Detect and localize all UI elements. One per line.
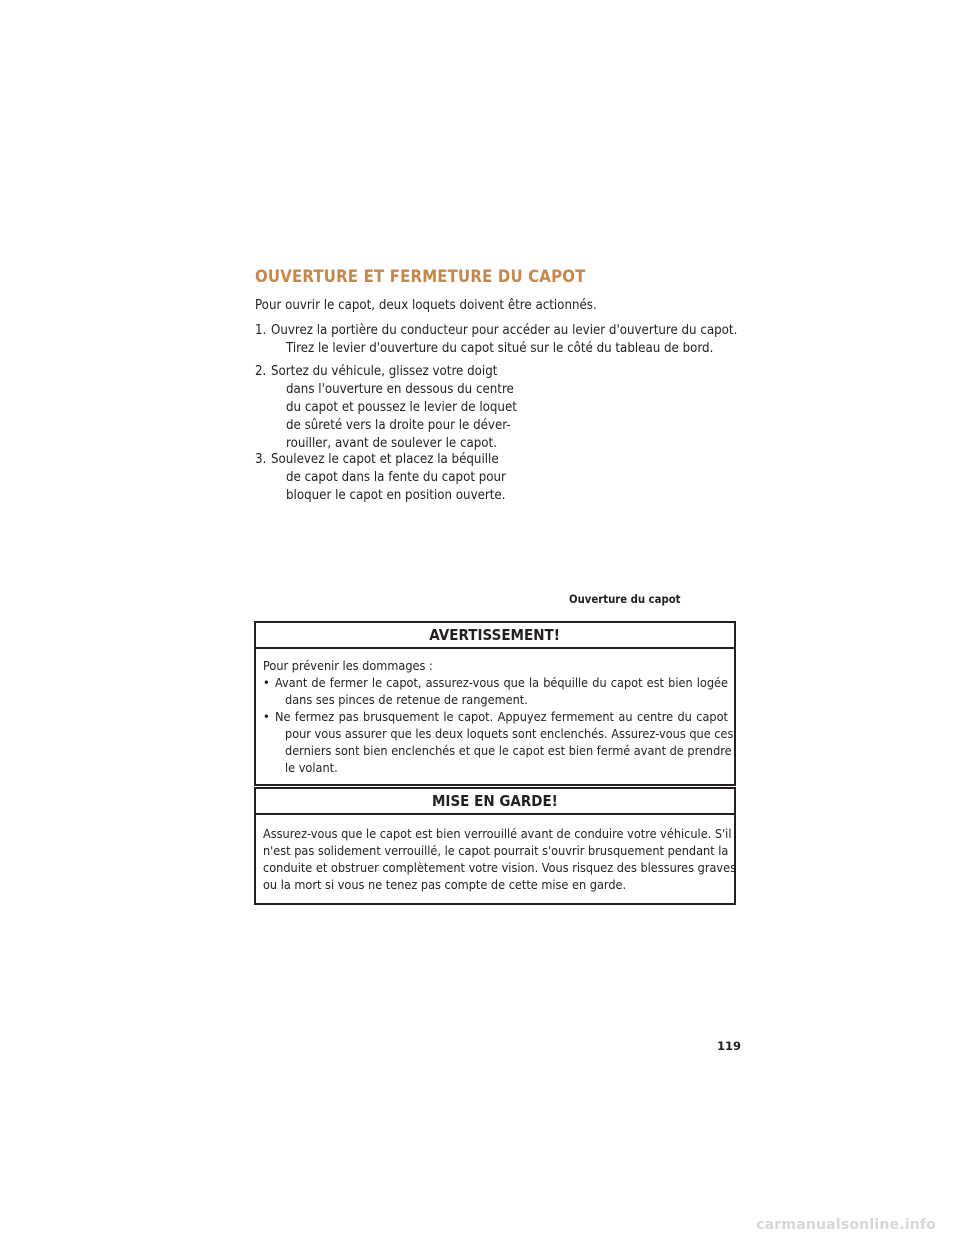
warning-intro: Pour prévenir les dommages : [263, 658, 433, 673]
warning-bullet [263, 708, 734, 776]
bullet-line: dans ses pinces de retenue de rangement. [285, 692, 528, 707]
step-line: dans l'ouverture en dessous du centre [286, 382, 514, 397]
bullet-line: le volant. [285, 760, 338, 775]
bullet-line: Avant de fermer le capot, assurez-vous que la béquille du capot est bien logée [275, 675, 728, 690]
step-line: Ouvrez la portière du conducteur pour accéder au levier d'ouverture du capot. [271, 323, 738, 338]
warning-bullet [263, 674, 728, 708]
bullet-line: derniers sont bien enclenchés et que le capot est bien fermé avant de prendre [285, 743, 732, 758]
warning-title: AVERTISSEMENT! [429, 626, 561, 644]
watermark: carmanualsonline.info [756, 1217, 936, 1233]
figure-caption: Ouverture du capot [569, 592, 681, 606]
caution-line: Assurez-vous que le capot est bien verrouillé avant de conduire votre véhicule. S'il [263, 826, 732, 841]
step-line: Sortez du véhicule, glissez votre doigt [271, 364, 498, 379]
step-line: de capot dans la fente du capot pour [286, 470, 506, 485]
bullet-icon: • [263, 675, 270, 690]
warning-content [256, 649, 734, 784]
caution-box [254, 787, 736, 905]
bullet-line: pour vous assurer que les deux loquets sont enclenchés. Assurez-vous que ces [285, 726, 734, 741]
step-line: bloquer le capot en position ouverte. [286, 488, 506, 503]
caution-header [256, 789, 734, 815]
warning-box [254, 621, 736, 786]
step-line: Soulevez le capot et placez la béquille [271, 452, 499, 467]
caution-line: ou la mort si vous ne tenez pas compte de cette mise en garde. [263, 877, 627, 892]
step-number: 1. [255, 323, 267, 338]
step-number: 3. [255, 452, 267, 467]
step-line: de sûreté vers la droite pour le déver- [286, 418, 511, 433]
bullet-icon: • [263, 709, 270, 724]
caution-line: conduite et obstruer complètement votre vision. Vous risquez des blessures graves [263, 860, 736, 875]
section-title: OUVERTURE ET FERMETURE DU CAPOT [255, 267, 586, 287]
caution-content [256, 815, 734, 903]
step-line: rouiller, avant de soulever le capot. [286, 436, 497, 451]
step-line: du capot et poussez le levier de loquet [286, 400, 517, 415]
page-number: 119 [717, 1039, 742, 1053]
warning-header [256, 623, 734, 649]
bullet-line: Ne fermez pas brusquement le capot. Appuyez fermement au centre du capot [275, 709, 728, 724]
caution-line: n'est pas solidement verrouillé, le capot pourrait s'ouvrir brusquement pendant la [263, 843, 729, 858]
caution-title: MISE EN GARDE! [432, 792, 558, 810]
step-number: 2. [255, 364, 267, 379]
step-line: Tirez le levier d'ouverture du capot situé sur le côté du tableau de bord. [286, 341, 714, 356]
intro-paragraph: Pour ouvrir le capot, deux loquets doivent être actionnés. [255, 298, 597, 313]
